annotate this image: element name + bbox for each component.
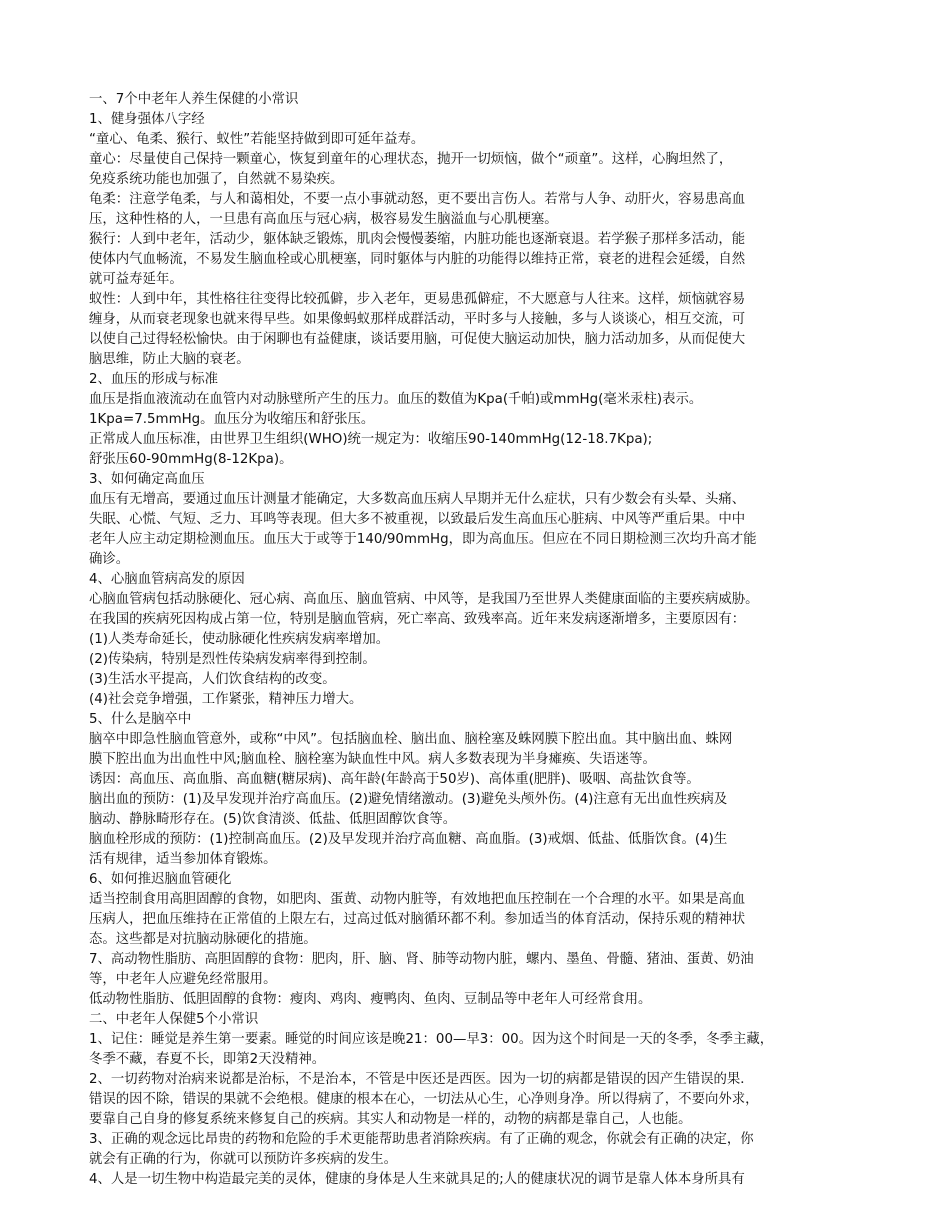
text-line: 血压是指血液流动在血管内对动脉壁所产生的压力。血压的数值为Kpa(千帕)或mmHg(毫米汞柱)表示。: [89, 392, 703, 407]
text-line: 诱因：高血压、高血脂、高血糖(糖尿病)、高年龄(年龄高于50岁)、高体重(肥胖)、吸咽、高盐饮食等。: [89, 772, 700, 787]
list-item: (2)传染病，特别是烈性传染病发病率得到控制。: [89, 652, 376, 667]
text-line: 适当控制食用高胆固醇的食物，如肥肉、蛋黄、动物内脏等，有效地把血压控制在一个合理的水平。如果是高血: [89, 892, 746, 907]
text-line: 等，中老年人应避免经常服用。: [89, 972, 277, 987]
text-line: 压，这种性格的人，一旦患有高血压与冠心病，极容易发生脑溢血与心肌梗塞。: [89, 212, 558, 227]
text-line: 在我国的疾病死因构成占第一位，特别是脑血管病，死亡率高、致残率高。近年来发病逐渐增多，主要原因有：: [89, 612, 746, 627]
text-line: 童心：尽量使自己保持一颗童心，恢复到童年的心理状态，抛开一切烦恼，做个“顽童”。这样，心胸坦然了，: [89, 152, 733, 167]
text-line: 免疫系统功能也加强了，自然就不易染疾。: [89, 172, 344, 187]
text-line: 确诊。: [89, 552, 130, 567]
text-line: 缠身，从而衰老现象也就来得早些。如果像蚂蚁那样成群活动，平时多与人接触，多与人谈谈心，相互交流，可: [89, 312, 746, 327]
text-line: 脑出血的预防：(1)及早发现并治疗高血压。(2)避免情绪激动。(3)避免头颅外伤。(4)注意有无出血性疾病及: [89, 792, 728, 807]
text-line: 7、高动物性脂肪、高胆固醇的食物：肥肉，肝、脑、肾、肺等动物内脏，螺内、墨鱼、骨髓、猪油、蛋黄、奶油: [89, 952, 754, 967]
text-line: 活有规律，适当参加体育锻炼。: [89, 852, 277, 867]
text-line: 龟柔：注意学龟柔，与人和蔼相处，不要一点小事就动怒，更不要出言伤人。若常与人争、动肝火，容易患高血: [89, 192, 746, 207]
text-line: 冬季不藏，春夏不长，即第2天没精神。: [89, 1052, 326, 1067]
text-line: 膜下腔出血为出血性中风;脑血栓、脑栓塞为缺血性中风。病人多数表现为半身瘫痪、失语迷等。: [89, 752, 656, 767]
subheading-6: 6、如何推迟脑血管硬化: [89, 872, 232, 887]
list-item: (4)社会竞争增强，工作紧张，精神压力增大。: [89, 692, 363, 707]
text-line: 心脑血管病包括动脉硬化、冠心病、高血压、脑血管病、中风等，是我国乃至世界人类健康面临的主要疾病威胁。: [89, 592, 759, 607]
text-line: 压病人，把血压维持在正常值的上限左右，过高过低对脑循环都不利。参加适当的体育活动，保持乐观的精神状: [89, 912, 746, 927]
text-line: 就会有正确的行为，你就可以预防许多疾病的发生。: [89, 1152, 397, 1167]
document-body: [89, 90, 863, 1190]
text-line: 错误的因不除，错误的果就不会绝根。健康的根本在心，一切法从心生，心净则身净。所以得病了，不要向外求，: [89, 1092, 759, 1107]
subheading-3: 3、如何确定高血压: [89, 472, 205, 487]
subheading-1: 1、健身强体八字经: [89, 112, 205, 127]
text-line: 态。这些都是对抗脑动脉硬化的措施。: [89, 932, 317, 947]
text-line: 2、一切药物对治病来说都是治标，不是治本，不管是中医还是西医。因为一切的病都是错误的因产生错误的果．: [89, 1072, 754, 1087]
text-line: 就可益寿延年。: [89, 272, 183, 287]
text-line: 失眠、心慌、气短、乏力、耳鸣等表现。但大多不被重视，以致最后发生高血压心脏病、中风等严重后果。中中: [89, 512, 746, 527]
text-line: 舒张压60-90mmHg(8-12Kpa)。: [89, 452, 293, 467]
subheading-5: 5、什么是脑卒中: [89, 712, 192, 727]
text-line: 1、记住：睡觉是养生第一要素。睡觉的时间应该是晚21：00—早3：00。因为这个时间是一天的冬季，冬季主藏，: [89, 1032, 774, 1047]
text-line: 老年人应主动定期检测血压。血压大于或等于140/90mmHg，即为高血压。但应在不同日期检测三次均升高才能: [89, 532, 757, 547]
text-line: 脑动、静脉畸形存在。(5)饮食清淡、低盐、低胆固醇饮食等。: [89, 812, 457, 827]
text-line: 猴行：人到中老年，活动少，躯体缺乏锻炼，肌肉会慢慢萎缩，内脏功能也逐渐衰退。若学猴子那样多活动，能: [89, 232, 746, 247]
text-line: 4、人是一切生物中构造最完美的灵体，健康的身体是人生来就具足的;人的健康状况的调节是靠人体本身所具有: [89, 1172, 745, 1187]
text-line: 低动物性脂肪、低胆固醇的食物：瘦肉、鸡肉、瘦鸭肉、鱼肉、豆制品等中老年人可经常食用。: [89, 992, 652, 1007]
text-line: 蚁性：人到中年，其性格往往变得比较孤僻，步入老年，更易患孤僻症，不大愿意与人往来。这样，烦恼就容易: [89, 292, 746, 307]
text-line: 以使自己过得轻松愉快。由于闲聊也有益健康，谈话要用脑，可促使大脑运动加快，脑力活动加多，从而促使大: [89, 332, 746, 347]
text-line: 脑思维，防止大脑的衰老。: [89, 352, 250, 367]
subheading-4: 4、心脑血管病高发的原因: [89, 572, 245, 587]
text-line: 使体内气血畅流，不易发生脑血栓或心肌梗塞，同时躯体与内脏的功能得以维持正常，衰老的进程会延缓，自然: [89, 252, 746, 267]
text-line: 脑卒中即急性脑血管意外，或称“中风”。包括脑血栓、脑出血、脑栓塞及蛛网膜下腔出血。其中脑出血、蛛网: [89, 732, 733, 747]
text-line: 正常成人血压标准，由世界卫生组织(WHO)统一规定为：收缩压90-140mmHg(12-18.7Kpa);: [89, 432, 653, 447]
section-heading-2: 二、中老年人保健5个小常识: [89, 1012, 259, 1027]
text-line: “童心、龟柔、猴行、蚁性”若能坚持做到即可延年益寿。: [89, 132, 425, 147]
text-line: 脑血栓形成的预防：(1)控制高血压。(2)及早发现并治疗高血糖、高血脂。(3)戒烟、低盐、低脂饮食。(4)生: [89, 832, 728, 847]
section-heading-1: 一、7个中老年人养生保健的小常识: [89, 92, 299, 107]
list-item: (1)人类寿命延长，使动脉硬化性疾病发病率增加。: [89, 632, 390, 647]
text-line: 要靠自己自身的修复系统来修复自己的疾病。其实人和动物是一样的，动物的病都是靠自己，人也能。: [89, 1112, 692, 1127]
text-line: 血压有无增高，要通过血压计测量才能确定，大多数高血压病人早期并无什么症状，只有少数会有头晕、头痛、: [89, 492, 746, 507]
subheading-2: 2、血压的形成与标准: [89, 372, 219, 387]
text-line: 1Kpa=7.5mmHg。血压分为收缩压和舒张压。: [89, 412, 375, 427]
text-line: 3、正确的观念远比昂贵的药物和危险的手术更能帮助患者消除疾病。有了正确的观念，你就会有正确的决定，你: [89, 1132, 754, 1147]
list-item: (3)生活水平提高，人们饮食结构的改变。: [89, 672, 336, 687]
